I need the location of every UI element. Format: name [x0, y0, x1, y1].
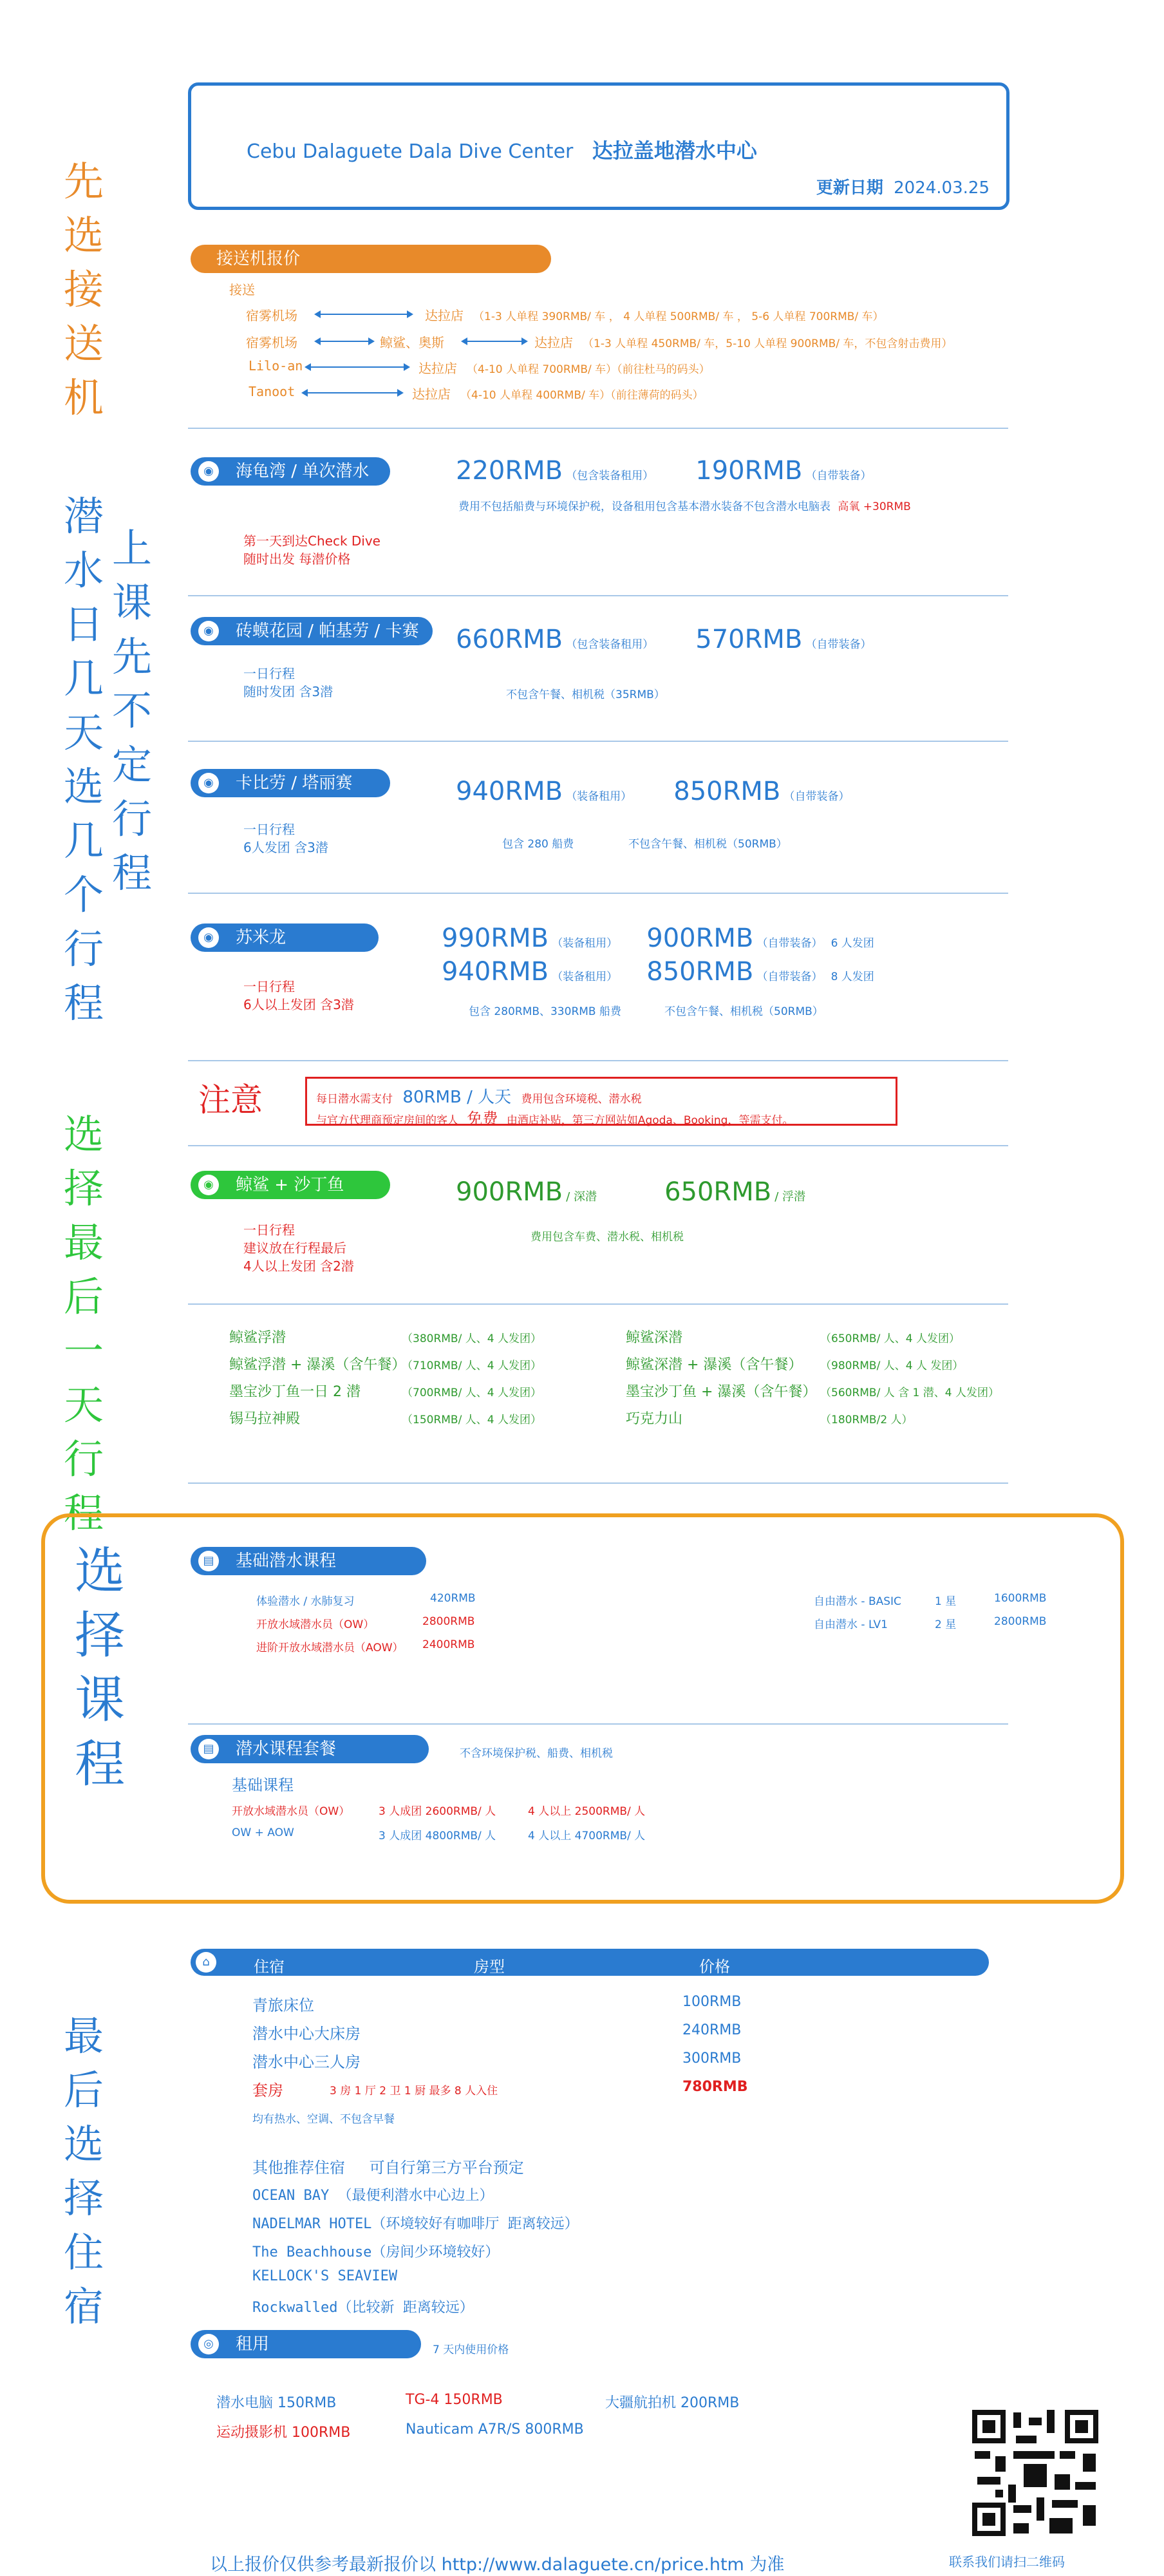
dive-icon: ◉ [198, 461, 219, 482]
notice-l1b: 80RMB / 人天 [402, 1088, 512, 1107]
transfer-arrow [303, 392, 402, 393]
shark-price1-note: / 深潜 [566, 1190, 597, 1204]
trip4-price-b1: 940RMB [442, 957, 549, 987]
trip1-left2: 随时出发 每潜价格 [243, 551, 351, 567]
transfer-r1-from: 宿雾机场 [246, 308, 297, 323]
footer-text: 以上报价仅供参考最新报价以 http://www.dalaguete.cn/price.htm 为准 [210, 2555, 785, 2575]
transfer-r2-note: （1-3 人单程 450RMB/ 车，5-10 人单程 900RMB/ 车，不包含射击费用） [583, 337, 953, 350]
trip4-price-b3: 8 人发团 [831, 971, 874, 983]
trip3-price1: 940RMB [456, 777, 563, 806]
transfer-r4-to: 达拉店 [412, 386, 451, 402]
shark-list [229, 1327, 1034, 1435]
update-label: 更新日期 [816, 178, 883, 198]
trip2-left1: 一日行程 [243, 666, 295, 681]
notice-title: 注意 [198, 1081, 263, 1119]
header-box [188, 82, 1009, 210]
shark-left1: 一日行程 [243, 1222, 295, 1238]
trip3-note1: 包含 280 船费 [502, 838, 574, 851]
trip4-note2: 不包含午餐、相机税（50RMB） [664, 1005, 823, 1018]
trip3-price2-note: （自带装备） [784, 790, 850, 803]
transfer-r2-to: 达拉店 [534, 335, 573, 350]
notice-l2c: 由酒店补贴，第三方网站如Agoda、Booking，等需支付。 [506, 1114, 794, 1127]
side-label-stay: 最 后 选 择 住 宿 [63, 2012, 104, 2330]
trip1-note: 费用不包括船费与环境保护税，设备租用包含基本潜水装备不包含潜水电脑表 [458, 500, 831, 513]
trip4-price-a2: 900RMB [646, 923, 754, 953]
stay-other-5: Rockwalled（比较新 距离较远） [252, 2300, 474, 2316]
course-k1: 开放水域潜水员（OW） [232, 1805, 350, 1818]
course-c2: 开放水域潜水员（OW） [256, 1618, 375, 1631]
course-k2: OW + AOW [232, 1826, 294, 1839]
trip1-left1: 第一天到达Check Dive [243, 533, 380, 549]
book-icon: ▤ [198, 1739, 219, 1759]
transfer-arrow [306, 366, 409, 368]
trip3-price1-note: （装备租用） [566, 790, 632, 803]
stay-other-3: The Beachhouse（房间少环境较好） [252, 2244, 500, 2260]
notice-l2b: 免费 [467, 1110, 498, 1128]
stay-col-3: 价格 [699, 1958, 730, 1976]
header-title-cn: 达拉盖地潜水中心 [592, 138, 757, 163]
dive-icon: ◉ [198, 1175, 219, 1195]
notice-box [305, 1077, 897, 1126]
stay-note: 均有热水、空调、不包含早餐 [252, 2113, 395, 2126]
trip4-price-b1-note: （装备租用） [552, 971, 618, 983]
shark-note: 费用包含车费、潜水税、相机税 [530, 1231, 684, 1244]
side-label-course: 选 择 课 程 [74, 1542, 125, 1794]
trip4-price-a1-note: （装备租用） [552, 937, 618, 950]
transfer-arrow [462, 341, 527, 342]
trip4-price-a1: 990RMB [442, 923, 549, 953]
trip4-price-a3: 6 人发团 [831, 937, 874, 950]
stay-col-1: 住宿 [254, 1958, 285, 1976]
transfer-r1-note: （1-3 人单程 390RMB/ 车 ， 4 人单程 500RMB/ 车 ， 5-6 人单程 700RMB/ 车） [473, 310, 884, 323]
divider [188, 428, 1008, 429]
course-c1-price: 420RMB [430, 1592, 476, 1605]
trip3-note2: 不包含午餐、相机税（50RMB） [628, 838, 787, 851]
course-c3-price: 2400RMB [422, 1638, 475, 1651]
notice-l2a: 与官方代理商预定房间的客人 [316, 1114, 458, 1127]
trip3-left2: 6人发团 含3潜 [243, 840, 328, 855]
trip3-price2: 850RMB [673, 777, 781, 806]
dive-icon: ◉ [198, 621, 219, 641]
transfer-r1-to: 达拉店 [425, 308, 464, 323]
trip2-price2: 570RMB [695, 625, 803, 654]
divider [188, 1145, 1008, 1146]
book-icon: ▤ [198, 1551, 219, 1571]
list-item: 鲸鲨浮潜 + 瀑溪（含午餐） （710RMB/ 人、4 人发团） 鲸鲨深潜 + 瀑溪（含午餐） （980RMB/ 人、4 人 发团） [229, 1357, 964, 1373]
course-f1-star: 1 星 [935, 1595, 957, 1608]
course-f2-star: 2 星 [935, 1618, 957, 1631]
stay-suite-note: 3 房 1 厅 2 卫 1 厨 最多 8 人入住 [330, 2085, 498, 2098]
course-f2: 自由潜水 - LV1 [814, 1618, 888, 1631]
trip4-price-a2-note: （自带装备） [756, 937, 823, 950]
trip2-note: 不包含午餐、相机税（35RMB） [506, 688, 665, 701]
course-f1-price: 1600RMB [994, 1592, 1047, 1605]
qr-caption: 联系我们请扫二维码 [949, 2554, 1065, 2570]
trip2-left2: 随时发团 含3潜 [243, 684, 333, 699]
trip2-pill: ◉ 砖蟆花园 / 帕基劳 / 卡赛 [191, 617, 433, 645]
divider [188, 1303, 1008, 1305]
trip4-left1: 一日行程 [243, 979, 295, 994]
transfer-r4-note: （4-10 人单程 400RMB/ 车）（前往薄荷的码头） [460, 389, 704, 402]
trip1-price1: 220RMB [456, 456, 563, 486]
notice-l1c: 费用包含环境税、潜水税 [521, 1093, 642, 1106]
stay-col-2: 房型 [474, 1958, 505, 1976]
shark-price1: 900RMB [456, 1177, 563, 1207]
stay-other-2: NADELMAR HOTEL（环境较好有咖啡厅 距离较远） [252, 2216, 579, 2232]
side-label-last-day: 选 择 最 后 一 天 行 程 [63, 1111, 104, 1537]
divider [188, 1723, 1008, 1725]
header-title-en: Cebu Dalaguete Dala Dive Center [247, 140, 574, 163]
course-c3: 进阶开放水域潜水员（AOW） [256, 1642, 404, 1654]
transfer-r3-to: 达拉店 [418, 361, 457, 376]
side-label-transfer: 先 选 接 送 机 [63, 158, 104, 421]
rent-pill: ◎ 租用 [191, 2330, 421, 2358]
dive-icon: ◉ [198, 773, 219, 793]
course-pill-basic: ▤ 基础潜水课程 [191, 1547, 426, 1575]
rent-item-3: 大疆航拍机 200RMB [605, 2395, 740, 2411]
rent-item-5: Nauticam A7R/S 800RMB [406, 2421, 584, 2438]
course-c1: 体验潜水 / 水肺复习 [256, 1595, 355, 1608]
list-item: 锡马拉神殿 （150RMB/ 人、4 人发团） 巧克力山 （180RMB/2 人） [229, 1411, 913, 1427]
shark-price2-note: / 浮潜 [774, 1190, 806, 1204]
transfer-r2-mid: 鲸鲨、奥斯 [380, 335, 444, 350]
rent-item-1: 潜水电脑 150RMB [216, 2395, 337, 2411]
trip2-price1: 660RMB [456, 625, 563, 654]
divider [188, 595, 1008, 596]
side-label-course-first: 上 课 先 不 定 行 程 [111, 525, 152, 896]
trip1-price1-note: （包含装备租用） [566, 469, 654, 482]
course-sub: 基础课程 [232, 1776, 294, 1794]
transfer-r2-from: 宿雾机场 [246, 335, 297, 350]
transfer-r3-note: （4-10 人单程 700RMB/ 车）（前往杜马的码头） [467, 363, 710, 376]
trip4-left2: 6人以上发团 含3潜 [243, 997, 354, 1012]
list-item: 墨宝沙丁鱼一日 2 潜 （700RMB/ 人、4 人发团） 墨宝沙丁鱼 + 瀑溪（含午餐） （560RMB/ 人 含 1 潜、4 人发团） [229, 1384, 999, 1400]
transfer-sub: 接送 [229, 282, 255, 298]
trip2-price1-note: （包含装备租用） [566, 638, 654, 651]
camera-icon: ◎ [198, 2334, 219, 2354]
list-item: 鲸鲨浮潜 （380RMB/ 人、4 人发团） 鲸鲨深潜 （650RMB/ 人、4 人发团） [229, 1330, 960, 1346]
course-k1b: 4 人以上 2500RMB/ 人 [528, 1805, 646, 1818]
trip2-price2-note: （自带装备） [805, 638, 872, 651]
stay-other-title: 其他推荐住宿 [252, 2159, 345, 2177]
course-pill-package: ▤ 潜水课程套餐 [191, 1735, 429, 1763]
trip1-price2-note: （自带装备） [805, 469, 872, 482]
stay-header [191, 1949, 989, 1976]
bed-icon: ⌂ [196, 1952, 216, 1973]
course-c2-price: 2800RMB [422, 1615, 475, 1628]
shark-left3: 4人以上发团 含2潜 [243, 1258, 354, 1274]
course-f1: 自由潜水 - BASIC [814, 1595, 901, 1608]
transfer-arrow [315, 314, 412, 315]
qr-code [972, 2410, 1098, 2536]
trip3-left1: 一日行程 [243, 822, 295, 837]
side-label-days: 潜 水 日 几 天 选 几 个 行 程 [63, 493, 104, 1027]
course-f2-price: 2800RMB [994, 1615, 1047, 1628]
stay-other-1: OCEAN BAY （最便利潜水中心边上） [252, 2188, 494, 2204]
rent-note: 7 天内使用价格 [433, 2344, 509, 2356]
trip4-note1: 包含 280RMB、330RMB 船费 [469, 1005, 621, 1018]
divider [188, 741, 1008, 742]
course-package-note: 不含环境保护税、船费、相机税 [460, 1747, 613, 1760]
notice-l1a: 每日潜水需支付 [316, 1093, 393, 1106]
trip4-price-b2: 850RMB [646, 957, 754, 987]
trip1-price2: 190RMB [695, 456, 803, 486]
trip3-pill: ◉ 卡比劳 / 塔丽赛 [191, 769, 390, 797]
stay-suite-price: 780RMB [682, 2079, 748, 2095]
divider [188, 893, 1008, 894]
transfer-arrow [315, 341, 373, 342]
divider [188, 1060, 1008, 1061]
rent-item-4: 运动摄影机 100RMB [216, 2425, 351, 2441]
transfer-pill: 接送机报价 [191, 245, 551, 273]
divider [188, 1482, 1008, 1484]
transfer-r3-from: Lilo-an [249, 358, 303, 374]
course-k2b: 4 人以上 4700RMB/ 人 [528, 1830, 646, 1842]
update-date: 2024.03.25 [894, 178, 990, 198]
course-k2a: 3 人成团 4800RMB/ 人 [379, 1830, 496, 1842]
trip1-pill: ◉ 海龟湾 / 单次潜水 [191, 457, 390, 486]
rent-item-2: TG-4 150RMB [406, 2392, 503, 2408]
stay-other-4: KELLOCK'S SEAVIEW [252, 2268, 398, 2284]
stay-suite: 套房 [252, 2081, 283, 2099]
trip4-pill: ◉ 苏米龙 [191, 923, 379, 952]
trip4-price-b2-note: （自带装备） [756, 971, 823, 983]
dive-icon: ◉ [198, 927, 219, 948]
shark-left2: 建议放在行程最后 [243, 1240, 346, 1256]
shark-pill: ◉ 鲸鲨 + 沙丁鱼 [191, 1171, 390, 1199]
trip1-note-red: 高氧 +30RMB [838, 500, 911, 513]
shark-price2: 650RMB [664, 1177, 772, 1207]
transfer-r4-from: Tanoot [249, 384, 296, 399]
stay-other-note: 可自行第三方平台预定 [369, 2159, 524, 2177]
course-k1a: 3 人成团 2600RMB/ 人 [379, 1805, 496, 1818]
